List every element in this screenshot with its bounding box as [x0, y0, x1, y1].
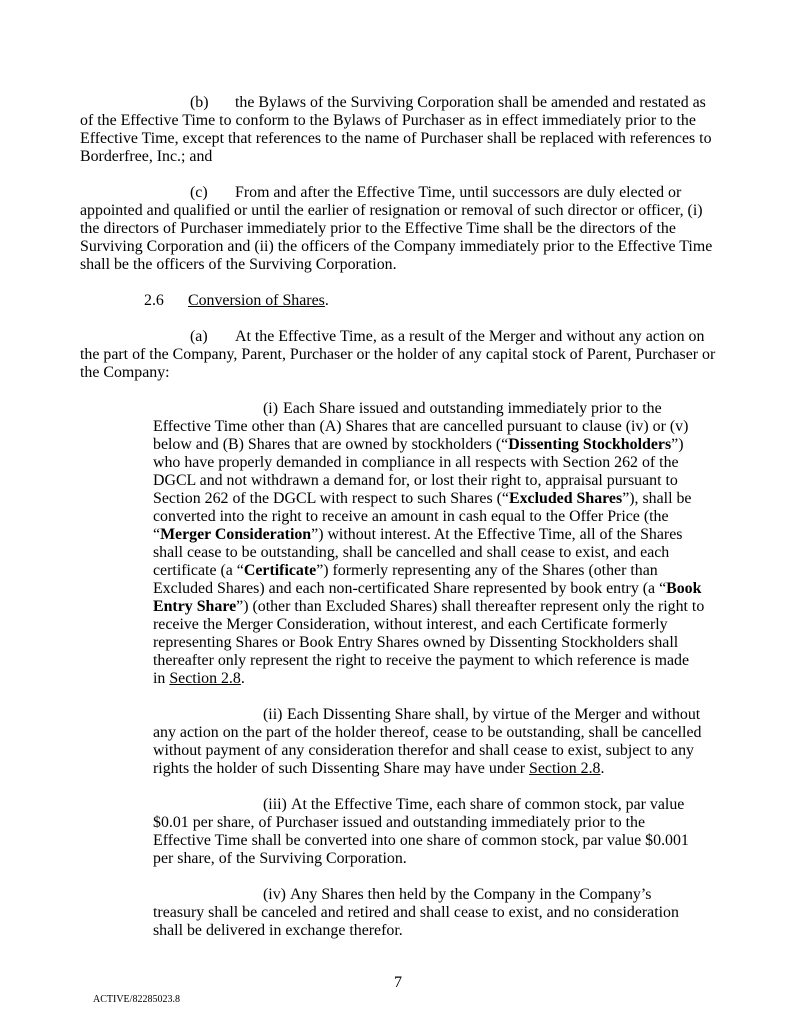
- text-segment: .: [600, 760, 605, 777]
- paragraph-ii: [153, 706, 705, 778]
- section-2-6-heading: [80, 292, 720, 310]
- section-reference: Section 2.8: [529, 760, 601, 777]
- paragraph-label: (iv): [263, 886, 286, 903]
- defined-term: Merger Consideration: [160, 526, 312, 543]
- paragraph-c: [80, 184, 720, 274]
- text-segment: Any Shares then held by the Company in the Company’s treasury shall be canceled and retired and shall cease to exist, and no consideration shall be delivered in exchange therefor.: [153, 886, 679, 939]
- text-segment: At the Effective Time, each share of common stock, par value $0.01 per share, of Purchaser issued and outstanding immediately prior to the Effective Time shall be converted into one share of common stock, par value $0.001 per share, of the Surviving Corporation.: [153, 796, 689, 867]
- text-segment: ”) formerly representing any of the Shares (other than Excluded Shares) and each non-certificated Share represented by book entry (a “: [153, 562, 667, 597]
- text-segment: Each Dissenting Share shall, by virtue of the Merger and without any action on the part of the holder thereof, cease to be outstanding, shall be cancelled without payment of any consideration therefor and shall cease to exist, subject to any rights the holder of such Dissenting Share may have under: [153, 706, 702, 777]
- text-segment: ”) who have properly demanded in compliance in all respects with Section 262 of the DGCL and not withdrawn a demand for, or lost their right to, appraisal pursuant to Section 262 of the DGCL with respect to such Shares (“: [153, 436, 684, 507]
- paragraph-b: [80, 94, 720, 166]
- paragraph-label: (c): [190, 184, 208, 201]
- paragraph-label: (i): [263, 400, 278, 417]
- paragraph-label: (b): [190, 94, 209, 111]
- text-segment: .: [240, 670, 245, 687]
- section-reference: Conversion of Shares: [188, 292, 325, 309]
- defined-term: Excluded Shares: [509, 490, 623, 507]
- paragraph-a: [80, 328, 720, 382]
- paragraph-label: 2.6: [144, 292, 164, 309]
- paragraph-label: (iii): [263, 796, 287, 813]
- paragraph-iii: [153, 796, 705, 868]
- defined-term: Dissenting Stockholders: [508, 436, 672, 453]
- text-segment: From and after the Effective Time, until successors are duly elected or appointed and qualified or until the earlier of resignation or removal of such director or officer, (i) the directors of Purchaser immediately prior to the Effective Time shall be the directors of the Surviving Corporation and (ii) the officers of the Company immediately prior to the Effective Time shall be the officers of the Surviving Corporation.: [80, 184, 713, 273]
- document-id-footer: ACTIVE/82285023.8: [93, 994, 180, 1005]
- section-reference: Section 2.8: [169, 670, 241, 687]
- paragraph-i: [153, 400, 705, 688]
- text-segment: ”), shall be converted into the right to receive an amount in cash equal to the Offer Price (the “: [153, 490, 692, 543]
- text-segment: At the Effective Time, as a result of the Merger and without any action on the part of the Company, Parent, Purchaser or the holder of any capital stock of Parent, Purchaser or the Company:: [80, 328, 716, 381]
- text-segment: ”) without interest. At the Effective Time, all of the Shares shall cease to be outstanding, shall be cancelled and shall cease to exist, and each certificate (a “: [153, 526, 683, 579]
- text-segment: the Bylaws of the Surviving Corporation shall be amended and restated as of the Effective Time to conform to the Bylaws of Purchaser as in effect immediately prior to the Effective Time, except that references to the name of Purchaser shall be replaced with references to Borderfree, Inc.; and: [80, 94, 712, 165]
- text-segment: Each Share issued and outstanding immediately prior to the Effective Time other than (A) Shares that are cancelled pursuant to clause (iv) or (v) below and (B) Shares that are owned by stockholders (“: [153, 400, 689, 453]
- page-number: 7: [394, 974, 402, 991]
- paragraph-label: (ii): [263, 706, 283, 723]
- text-segment: ”) (other than Excluded Shares) shall thereafter represent only the right to receive the Merger Consideration, without interest, and each Certificate formerly representing Shares or Book Entry Shares owned by Dissenting Stockholders shall thereafter only represent the right to receive the payment to which reference is made in: [153, 598, 705, 687]
- text-segment: .: [324, 292, 329, 309]
- page-bottom: [0, 974, 799, 1034]
- defined-term: Book Entry Share: [153, 580, 702, 615]
- defined-term: Certificate: [243, 562, 317, 579]
- paragraph-iv: [153, 886, 705, 940]
- paragraph-label: (a): [190, 328, 208, 345]
